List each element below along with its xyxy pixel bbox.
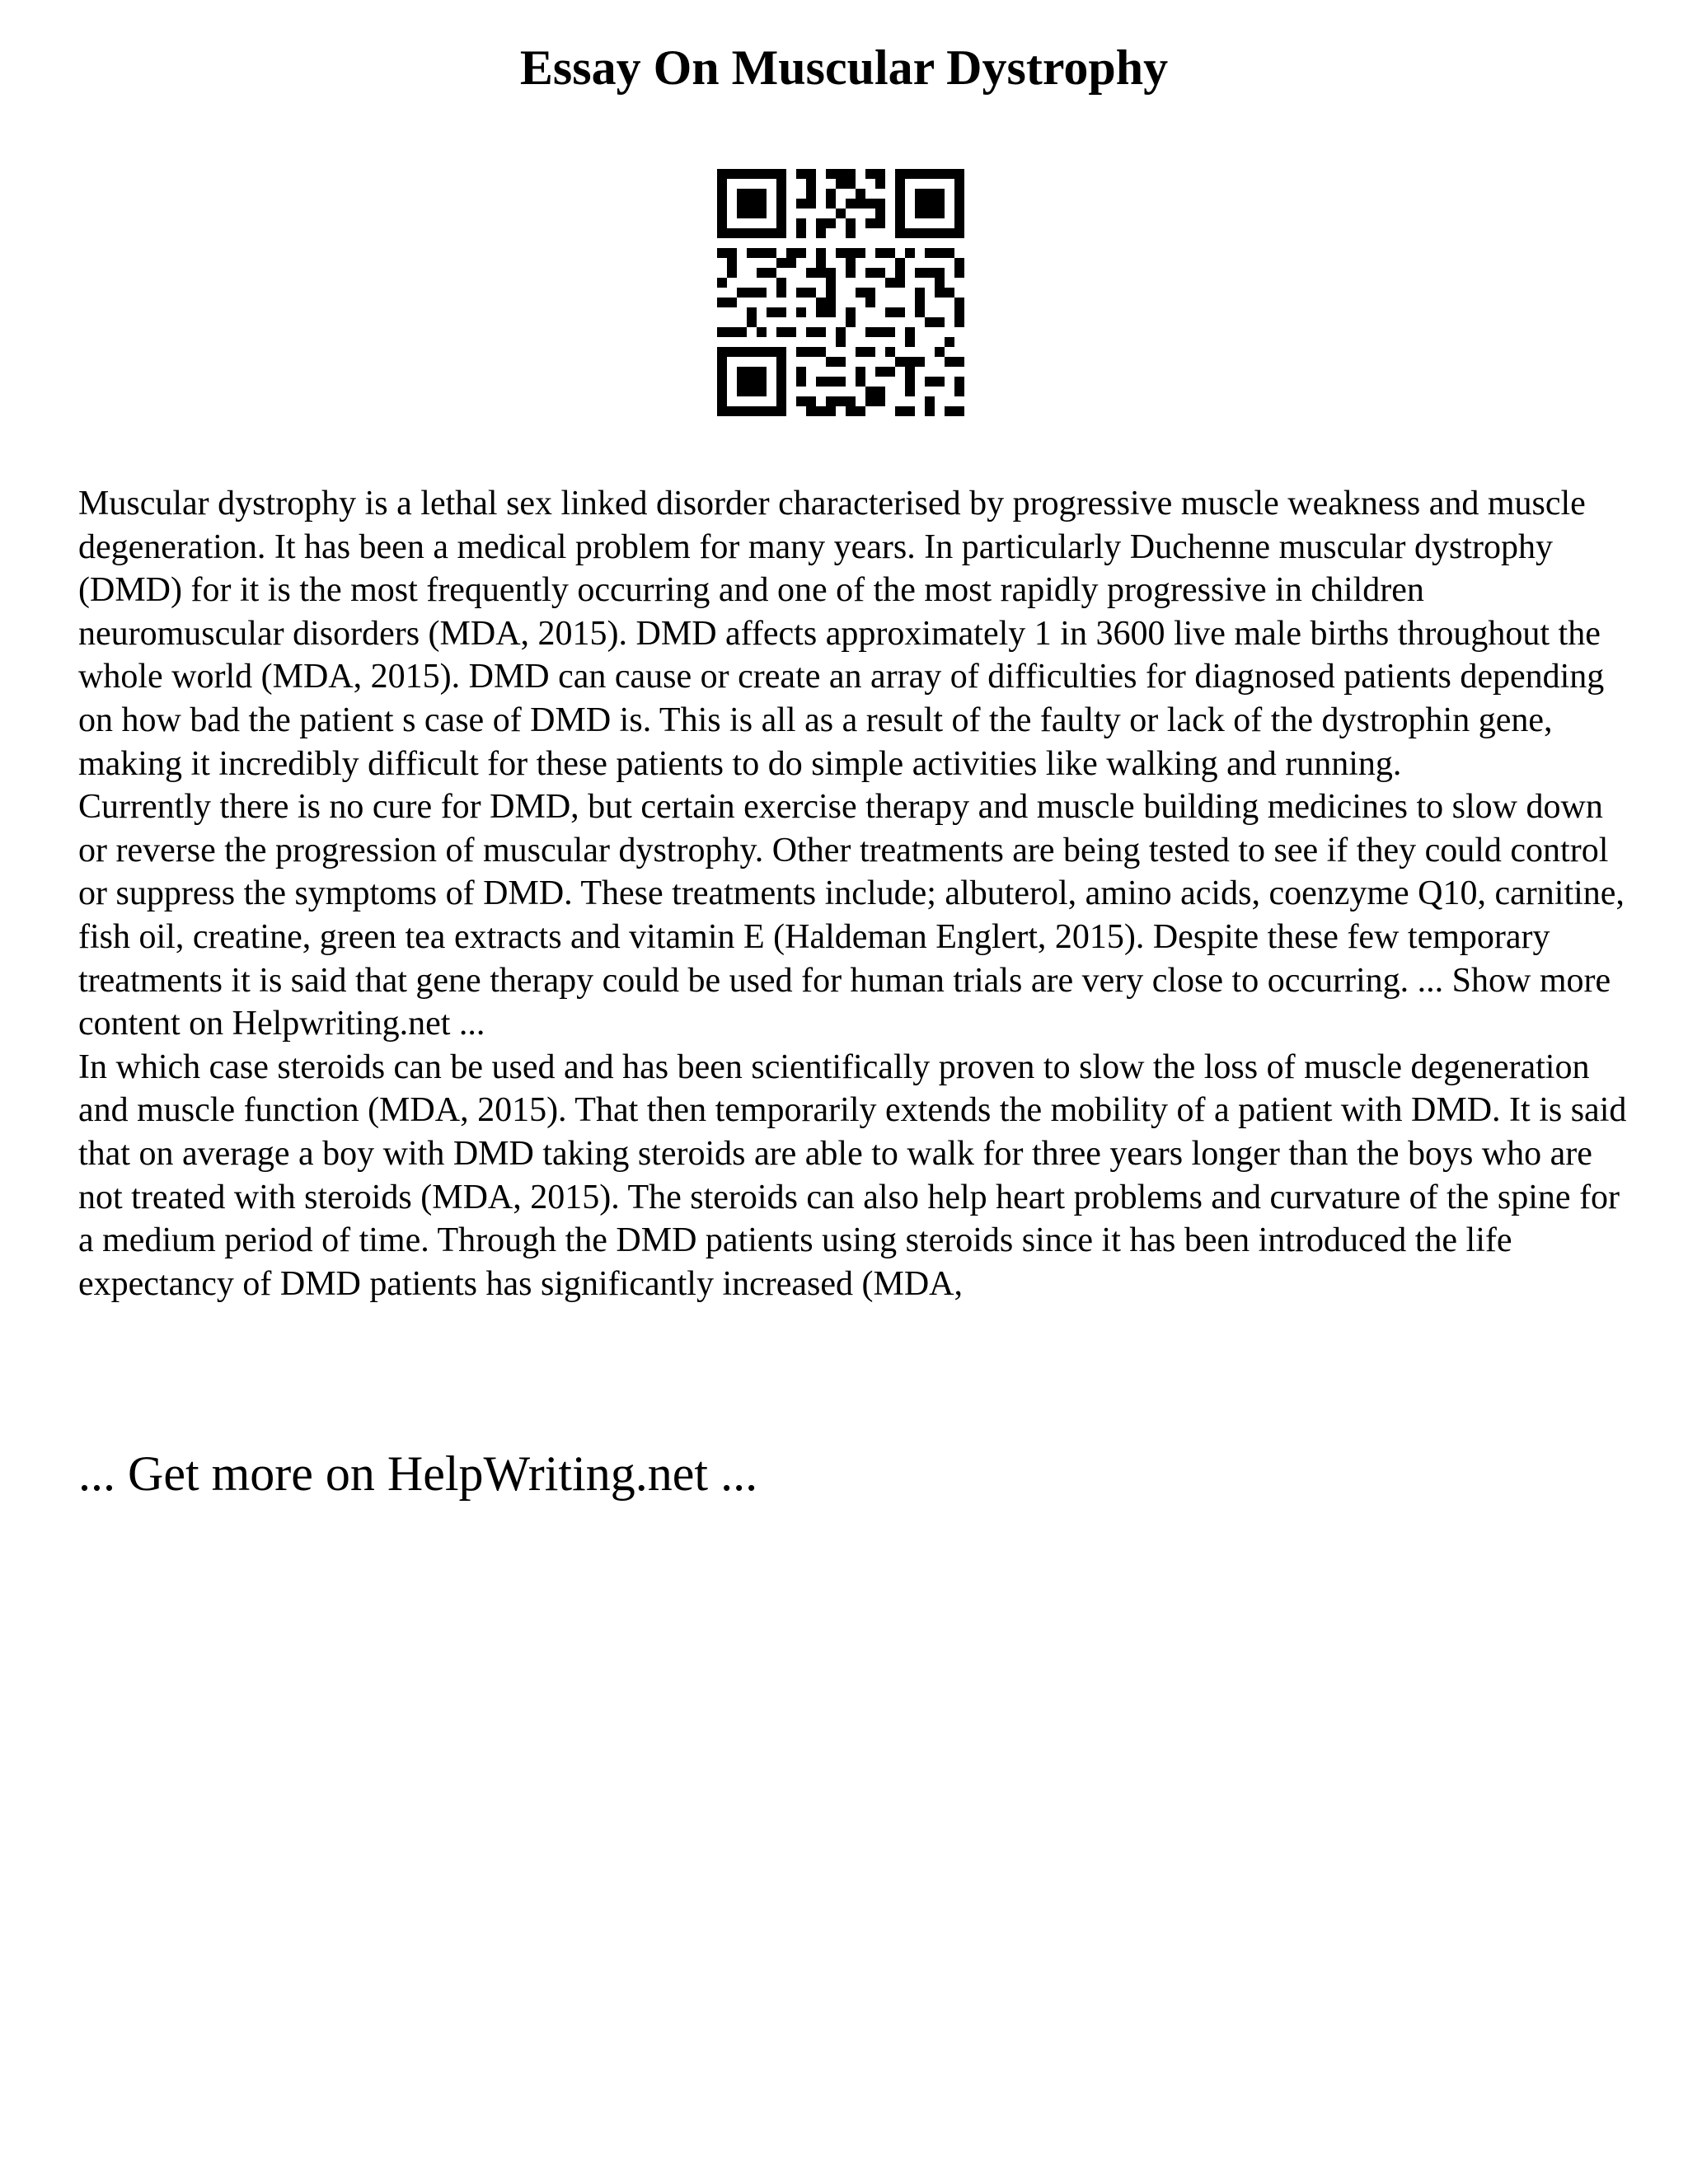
qr-code-icon [717,169,964,416]
essay-body [78,482,1628,1305]
paragraph: Currently there is no cure for DMD, but certain exercise therapy and muscle building medicines to slow down or reverse the progression of muscular dystrophy. Other treatments are being tested to see if they could control or suppress the symptoms of DMD. These treatments include; albuterol, amino acids, coenzyme Q10, carnitine, fish oil, creatine, green tea extracts and vitamin E (Haldeman Englert, 2015). Despite these few temporary treatments it is said that gene therapy could be used for human trials are very close to occurring. ... Show more content on Helpwriting.net ... [78,788,1625,1043]
paragraph: Muscular dystrophy is a lethal sex linked disorder characterised by progressive muscle weakness and muscle degeneration. It has been a medical problem for many years. In particularly Duchenne muscular dystrophy (DMD) for it is the most frequently occurring and one of the most rapidly progressive in children neuromuscular disorders (MDA, 2015). DMD affects approximately 1 in 3600 live male births throughout the whole world (MDA, 2015). DMD can cause or create an array of difficulties for diagnosed patients depending on how bad the patient s case of DMD is. This is all as a result of the faulty or lack of the dystrophin gene, making it incredibly difficult for these patients to do simple activities like walking and running. [78,485,1605,783]
get-more-link[interactable]: ... Get more on HelpWriting.net ... [78,1446,758,1501]
paragraph: In which case steroids can be used and has been scientifically proven to slow the loss of muscle degeneration and muscle function (MDA, 2015). That then temporarily extends the mobility of a patient with DMD. It is said that on average a boy with DMD taking steroids are able to walk for three years longer than the boys who are not treated with steroids (MDA, 2015). The steroids can also help heart problems and curvature of the spine for a medium period of time. Through the DMD patients using steroids since it has been introduced the life expectancy of DMD patients has significantly increased (MDA, [78,1047,1627,1303]
page-title: Essay On Muscular Dystrophy [519,40,1169,95]
